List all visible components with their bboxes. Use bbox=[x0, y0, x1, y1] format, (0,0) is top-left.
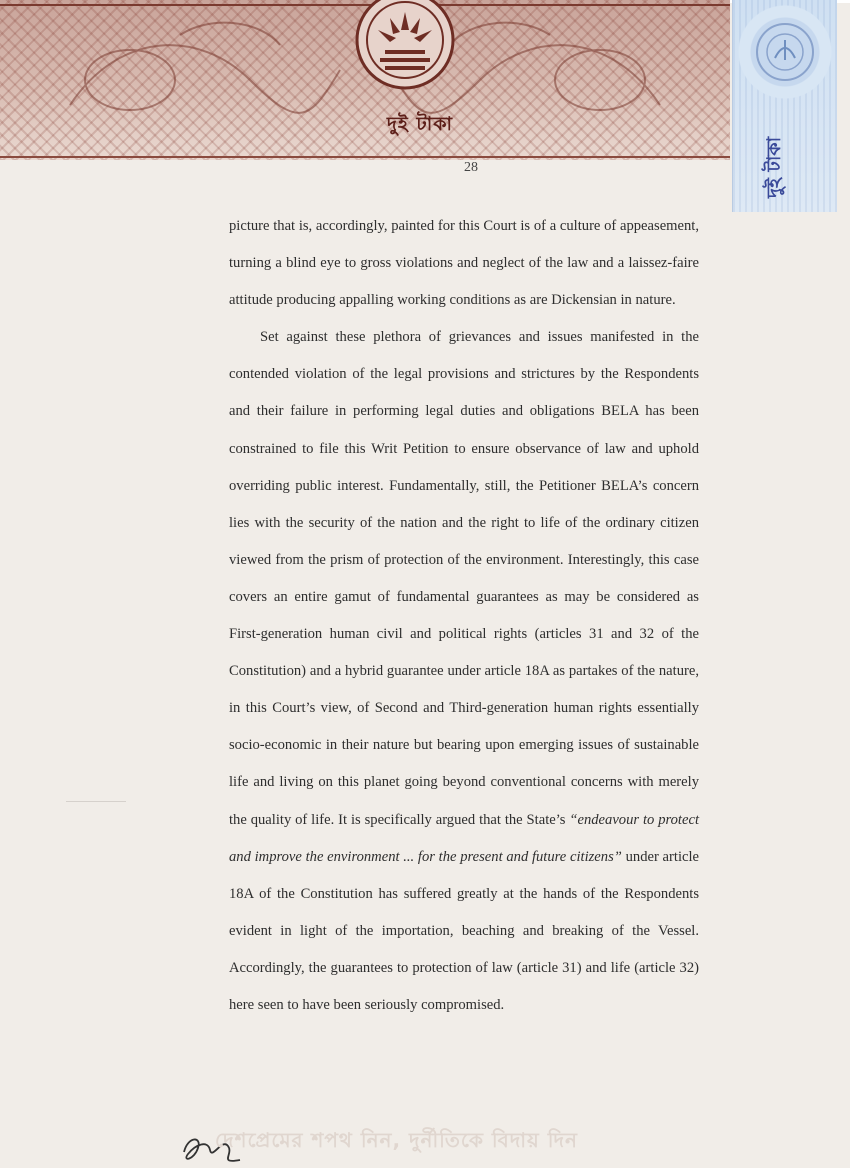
stamp-amount: দুই টাকা bbox=[386, 113, 454, 135]
national-emblem-icon bbox=[340, 0, 470, 95]
paragraph-text: Set against these plethora of grievances and issues manifested in the contended violation of the legal provisions and strictures by the Respondents and their failure in performing legal duties and obligations BELA has been constrained to file this Writ Petition to ensure observance of law and uphold overriding public interest. Fundamentally, still, the Petitioner BELA’s concern lies with the security of the nation and the right to life of the ordinary citizen viewed from the prism of protection of the environment. Interestingly, this case covers an entire gamut of fundamental guarantees as may be considered as First-generation human civil and political rights (articles 31 and 32 of the Constitution) and a hybrid guarantee under article 18A as partakes of the nature, in this Court’s view, of Second and Third-generation human rights essentially socio-economic in their nature but bearing upon emerging issues of sustainable life and living on this planet going beyond conventional concerns with merely the quality of life. It is specifically argued that the State’s bbox=[229, 329, 699, 828]
banner-bottom-rule bbox=[0, 156, 730, 158]
court-fee-stamp-banner bbox=[0, 0, 730, 160]
stamp-seal-icon bbox=[751, 8, 819, 96]
paragraph: picture that is, accordingly, painted for this Court is of a culture of appeasement, turning a blind eye to gross violations and neglect of the law and a laissez-faire attitude producing appalling working conditions as are Dickensian in nature. bbox=[229, 218, 699, 309]
judgment-body-text bbox=[229, 208, 699, 1024]
side-revenue-stamp bbox=[732, 0, 837, 212]
quoted-article-text: “endeavour to protect and improve the environment ... for the present and future citizens” bbox=[229, 811, 699, 865]
side-stamp-label: দুই টাকা bbox=[763, 136, 785, 198]
margin-mark bbox=[66, 801, 126, 802]
page-number: 28 bbox=[464, 160, 478, 175]
paragraph bbox=[229, 319, 699, 1024]
footer-slogan: দেশপ্রেমের শপথ নিন, দুর্নীতিকে বিদায় দিন bbox=[215, 1128, 578, 1152]
paragraph-text: under article 18A of the Constitution has suffered greatly at the hands of the Respondents evident in light of the importation, beaching and breaking of the Vessel. Accordingly, the guarantees to protection of law (article 31) and life (article 32) here seen to have been seriously compromised. bbox=[229, 848, 700, 1013]
